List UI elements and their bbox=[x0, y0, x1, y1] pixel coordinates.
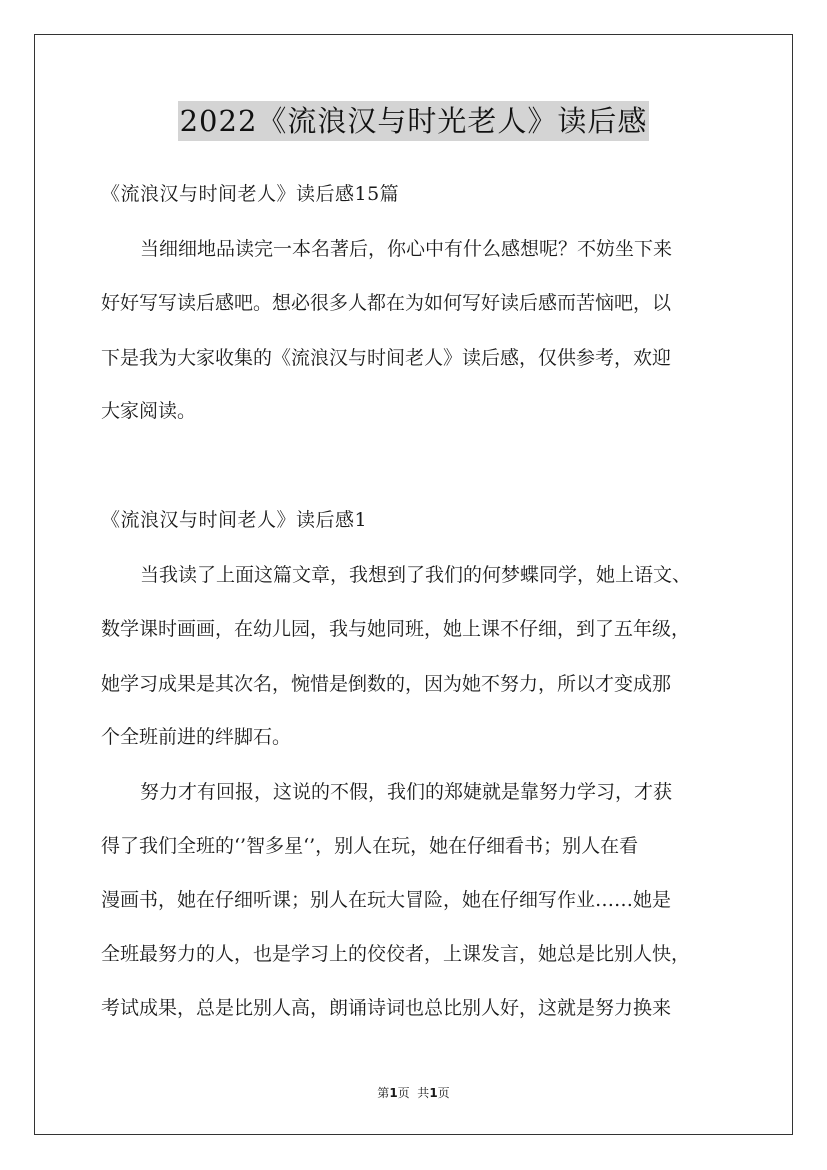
para1-line-4: 个全班前进的绊脚石。 bbox=[101, 726, 292, 748]
subtitle: 《流浪汉与时间老人》读后感15篇 bbox=[101, 183, 400, 205]
section-heading: 《流浪汉与时间老人》读后感1 bbox=[101, 509, 368, 531]
para2-line-4: 全班最努力的人，也是学习上的佼佼者，上课发言，她总是比别人快， bbox=[101, 943, 691, 965]
para1-line-1: 当我读了上面这篇文章，我想到了我们的何梦蝶同学，她上语文、 bbox=[140, 564, 692, 586]
document-title: 2022《流浪汉与时光老人》读后感 bbox=[178, 101, 650, 141]
intro-line-4: 大家阅读。 bbox=[101, 400, 197, 422]
footer-page-mid: 页 共 bbox=[397, 1086, 430, 1100]
footer-page-prefix: 第 bbox=[377, 1086, 390, 1100]
para1-line-2: 数学课时画画，在幼儿园，我与她同班，她上课不仔细，到了五年级， bbox=[101, 618, 691, 640]
intro-line-2: 好好写写读后感吧。想必很多人都在为如何写好读后感而苦恼吧，以 bbox=[101, 292, 672, 314]
footer-page-current: 1 bbox=[389, 1086, 398, 1100]
title-container bbox=[0, 101, 827, 141]
footer-page-suffix: 页 bbox=[437, 1086, 450, 1100]
page-footer bbox=[0, 1084, 827, 1101]
intro-line-3: 下是我为大家收集的《流浪汉与时间老人》读后感，仅供参考，欢迎 bbox=[101, 347, 672, 369]
para2-line-3: 漫画书，她在仔细听课；别人在玩大冒险，她在仔细写作业……她是 bbox=[101, 889, 672, 911]
footer-page-total: 1 bbox=[429, 1086, 438, 1100]
para2-line-1: 努力才有回报，这说的不假，我们的郑婕就是靠努力学习，才获 bbox=[140, 781, 673, 803]
intro-line-1: 当细细地品读完一本名著后，你心中有什么感想呢？不妨坐下来 bbox=[140, 238, 673, 260]
para2-line-5: 考试成果，总是比别人高，朗诵诗词也总比别人好，这就是努力换来 bbox=[101, 997, 672, 1019]
para2-line-2: 得了我们全班的‘’智多星‘’，别人在玩，她在仔细看书；别人在看 bbox=[101, 835, 639, 857]
para1-line-3: 她学习成果是其次名，惋惜是倒数的，因为她不努力，所以才变成那 bbox=[101, 673, 672, 695]
